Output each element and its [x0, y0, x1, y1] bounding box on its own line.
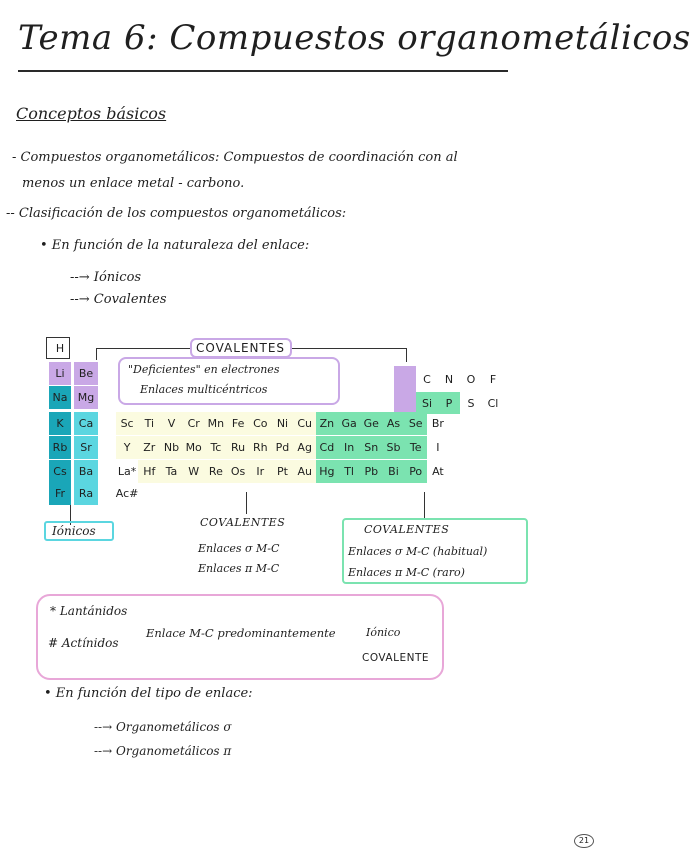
center-pi: Enlaces π M-C: [198, 562, 280, 575]
center-covalentes-title: COVALENTES: [200, 516, 286, 529]
element-cell: Te: [405, 436, 427, 459]
arrow-right-line: [292, 348, 406, 349]
element-cell: N: [444, 372, 454, 386]
element-cell: Br: [431, 417, 444, 430]
element-cell: Ra: [74, 482, 98, 505]
title-underline: [18, 70, 508, 72]
arrow-right-down: [406, 348, 407, 362]
element-cell: Si: [416, 392, 438, 414]
element-cell: P: [438, 392, 460, 414]
text-line-7: • En función del tipo de enlace:: [44, 686, 253, 701]
element-cell: Ac#: [115, 487, 139, 500]
lanthanides-label: * Lantánidos: [50, 604, 128, 618]
element-cell: At: [432, 465, 444, 478]
element-cell: Mo: [183, 436, 205, 459]
text-line-3: -- Clasificación de los compuestos organometálicos:: [6, 206, 347, 221]
element-cell: I: [436, 441, 440, 454]
element-cell: Zr: [138, 436, 160, 459]
element-cell: Ru: [227, 436, 249, 459]
element-cell: W: [183, 460, 205, 483]
element-cell: Cr: [183, 412, 205, 435]
element-cell: Tl: [338, 460, 360, 483]
element-cell: Ir: [249, 460, 271, 483]
text-line-6: --→ Covalentes: [70, 292, 167, 307]
element-cell: Po: [405, 460, 427, 483]
element-cell: Bi: [382, 460, 404, 483]
element-cell: Sc: [116, 412, 138, 435]
element-cell: Be: [74, 362, 98, 385]
element-cell: Hf: [138, 460, 160, 483]
element-cell: Sr: [74, 436, 98, 459]
element-cell: Os: [227, 460, 249, 483]
top-covalentes-label: COVALENTES: [196, 341, 286, 355]
right-arrow: [424, 492, 425, 518]
element-cell: Mn: [205, 412, 227, 435]
text-line-9: --→ Organometálicos π: [94, 744, 232, 758]
center-sigma: Enlaces σ M-C: [198, 542, 280, 555]
element-cell: Co: [249, 412, 271, 435]
element-cell: La*: [117, 465, 137, 478]
predominant-label: Enlace M-C predominantemente: [146, 626, 336, 640]
element-cell: Y: [116, 436, 138, 459]
element-cell: Ti: [138, 412, 160, 435]
element-cell: Nb: [160, 436, 182, 459]
right-sigma: Enlaces σ M-C (habitual): [348, 545, 488, 558]
element-cell: Cs: [49, 460, 71, 483]
element-cell: Pb: [360, 460, 382, 483]
section-title: Conceptos básicos: [16, 104, 167, 123]
electron-deficient-note: "Deficientes" en electrones: [128, 363, 280, 376]
multicenter-note: Enlaces multicéntricos: [140, 383, 268, 396]
arrow-left-line: [96, 348, 190, 349]
text-line-1: - Compuestos organometálicos: Compuestos de coordinación con al: [12, 150, 458, 165]
actinides-label: # Actínidos: [48, 636, 119, 650]
element-cell: Ca: [74, 412, 98, 435]
text-line-8: --→ Organometálicos σ: [94, 720, 232, 734]
element-cell: In: [338, 436, 360, 459]
page-title: Tema 6: Compuestos organometálicos: [18, 18, 691, 58]
text-line-5: --→ Iónicos: [70, 270, 142, 285]
text-line-4: • En función de la naturaleza del enlace:: [40, 238, 310, 253]
center-arrow: [246, 492, 247, 514]
element-cell: Sb: [382, 436, 404, 459]
right-pi: Enlaces π M-C (raro): [348, 566, 465, 579]
element-cell: Pt: [271, 460, 293, 483]
element-cell: Ge: [360, 412, 382, 435]
element-cell: Cl: [487, 396, 499, 410]
page-number: 21: [574, 834, 594, 848]
element-cell: Li: [49, 362, 71, 385]
element-cell: O: [466, 372, 476, 386]
element-cell: Mg: [74, 386, 98, 409]
ionicos-label: Iónicos: [52, 524, 96, 538]
element-cell: Ta: [160, 460, 182, 483]
boron-aluminium-highlight: [394, 366, 416, 412]
element-cell: Ga: [338, 412, 360, 435]
element-cell: Rh: [249, 436, 271, 459]
element-cell: Fr: [49, 482, 71, 505]
element-cell: Na: [49, 386, 71, 409]
element-cell: Ba: [74, 460, 98, 483]
right-covalentes-title: COVALENTES: [364, 523, 450, 536]
element-cell: As: [382, 412, 404, 435]
element-cell: Au: [294, 460, 316, 483]
element-cell: H: [55, 341, 65, 355]
element-cell: Zn: [316, 412, 338, 435]
element-cell: Fe: [227, 412, 249, 435]
text-line-2: menos un enlace metal - carbono.: [22, 176, 245, 191]
element-cell: Hg: [316, 460, 338, 483]
covalente-label: COVALENTE: [362, 652, 429, 664]
element-cell: F: [489, 372, 497, 386]
element-cell: Cu: [294, 412, 316, 435]
element-cell: Ag: [294, 436, 316, 459]
element-cell: Sn: [360, 436, 382, 459]
element-cell: Re: [205, 460, 227, 483]
element-cell: Cd: [316, 436, 338, 459]
element-cell: Se: [405, 412, 427, 435]
element-cell: S: [467, 396, 475, 410]
element-cell: Ni: [271, 412, 293, 435]
element-cell: Pd: [271, 436, 293, 459]
arrow-left-down: [96, 348, 97, 360]
element-cell: K: [49, 412, 71, 435]
element-cell: V: [160, 412, 182, 435]
element-cell: C: [423, 372, 431, 386]
element-cell: Tc: [205, 436, 227, 459]
ionico-label: Iónico: [366, 626, 401, 639]
element-cell: Rb: [49, 436, 71, 459]
